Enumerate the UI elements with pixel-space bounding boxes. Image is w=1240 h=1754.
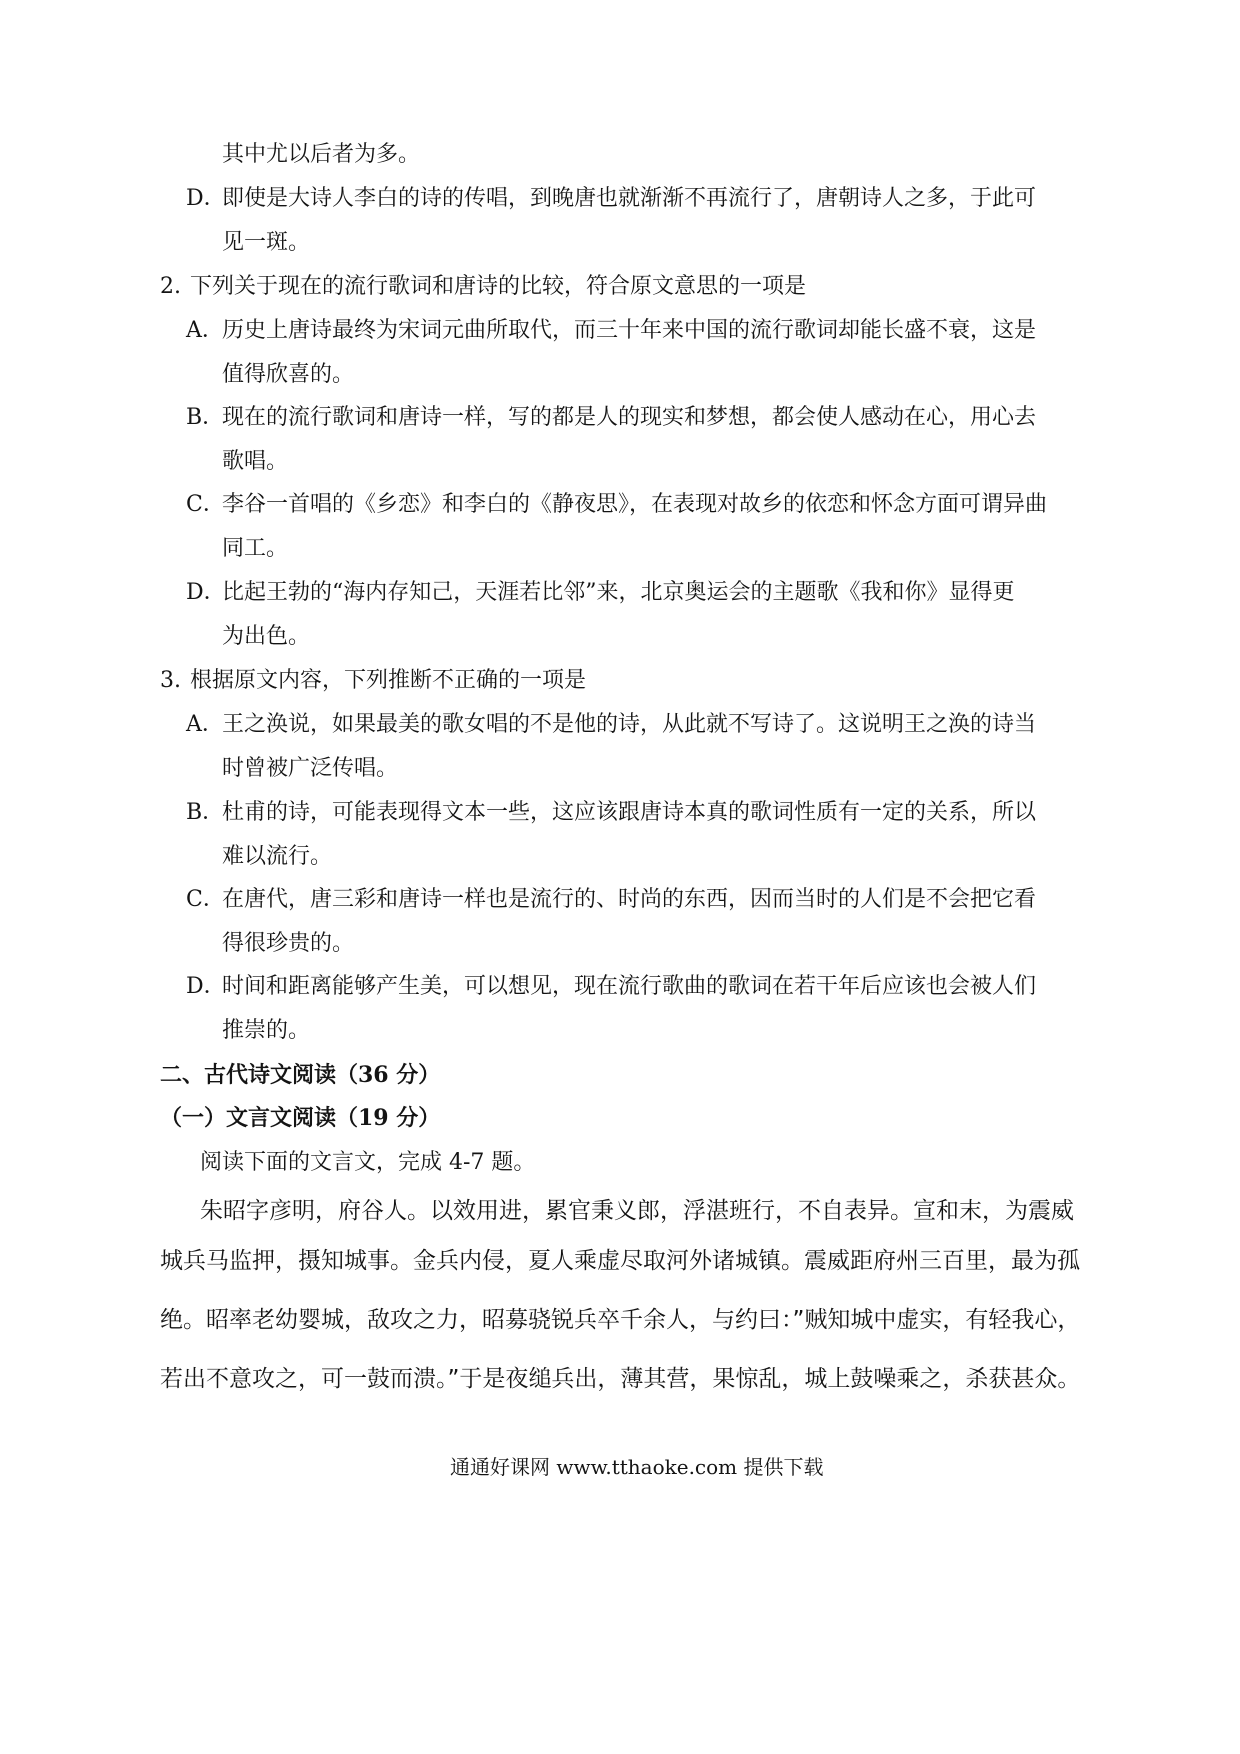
q3-option-a-line2: 时曾被广泛传唱。 <box>222 756 399 781</box>
option-text: 在唐代，唐三彩和唐诗一样也是流行的、时尚的东西，因而当时的人们是不会把它看 <box>222 887 1037 912</box>
q2-option-d-line2: 为出色。 <box>222 624 311 649</box>
section-heading: 二、古代诗文阅读（36 分） <box>160 1062 441 1088</box>
q3-option-a-line1 <box>186 710 1036 740</box>
question-stem-text: 下列关于现在的流行歌词和唐诗的比较，符合原文意思的一项是 <box>190 274 807 299</box>
option-text: 时间和距离能够产生美，可以想见，现在流行歌曲的歌词在若干年后应该也会被人们 <box>222 974 1037 999</box>
passage-line-1: 朱昭字彦明，府谷人。以效用进，累官秉义郎，浮湛班行，不自表异。宣和末，为震威 <box>200 1198 1074 1224</box>
q3-option-b-line2: 难以流行。 <box>222 844 333 869</box>
q3-option-d-line2: 推崇的。 <box>222 1018 311 1043</box>
q3-option-d-line1 <box>186 972 1036 1002</box>
sub-section-heading: （一）文言文阅读（19 分） <box>160 1105 441 1131</box>
option-label: A． <box>186 712 224 737</box>
option-label: D． <box>186 186 226 211</box>
prev-option-d-line1 <box>186 184 1036 214</box>
passage-line-3: 绝。昭率老幼婴城，敌攻之力，昭募骁锐兵卒千余人，与约曰：”贼知城中虚实，有轻我心， <box>160 1307 1081 1333</box>
q3-option-c-line2: 得很珍贵的。 <box>222 931 355 956</box>
q2-option-c-line1 <box>186 490 1047 520</box>
option-text: 即使是大诗人李白的诗的传唱，到晚唐也就渐渐不再流行了，唐朝诗人之多，于此可 <box>222 186 1037 211</box>
option-text: 比起王勃的“海内存知己，天涯若比邻”来，北京奥运会的主题歌《我和你》显得更 <box>222 580 1015 605</box>
question-3-stem <box>160 666 586 696</box>
option-label: D． <box>186 580 226 605</box>
prev-option-c-continuation: 其中尤以后者为多。 <box>222 142 421 167</box>
passage-line-4: 若出不意攻之，可一鼓而溃。”于是夜缒兵出，薄其营，果惊乱，城上鼓噪乘之，杀获甚众。 <box>160 1366 1081 1392</box>
page-footer: 通通好课网 www.tthaoke.com 提供下载 <box>450 1455 824 1479</box>
option-text: 王之涣说，如果最美的歌女唱的不是他的诗，从此就不写诗了。这说明王之涣的诗当 <box>222 712 1037 737</box>
reading-instruction: 阅读下面的文言文，完成 4-7 题。 <box>200 1150 536 1175</box>
passage-line-2: 城兵马监押，摄知城事。金兵内侵，夏人乘虚尽取河外诸城镇。震威距府州三百里，最为孤 <box>160 1248 1080 1274</box>
option-label: B． <box>186 800 225 825</box>
option-label: C． <box>186 887 225 912</box>
q2-option-a-line2: 值得欣喜的。 <box>222 362 355 387</box>
option-label: C． <box>186 492 225 517</box>
question-number: 2. <box>160 274 181 299</box>
option-text: 历史上唐诗最终为宋词元曲所取代，而三十年来中国的流行歌词却能长盛不衰，这是 <box>222 318 1037 343</box>
q2-option-a-line1 <box>186 316 1036 346</box>
question-2-stem <box>160 272 806 302</box>
option-label: D． <box>186 974 226 999</box>
question-number: 3. <box>160 668 181 693</box>
q3-option-c-line1 <box>186 885 1036 915</box>
question-stem-text: 根据原文内容，下列推断不正确的一项是 <box>190 668 587 693</box>
option-text: 杜甫的诗，可能表现得文本一些，这应该跟唐诗本真的歌词性质有一定的关系，所以 <box>222 800 1037 825</box>
q3-option-b-line1 <box>186 798 1036 828</box>
q2-option-b-line2: 歌唱。 <box>222 449 289 474</box>
option-label: B． <box>186 405 225 430</box>
q2-option-d-line1 <box>186 578 1015 608</box>
option-text: 现在的流行歌词和唐诗一样，写的都是人的现实和梦想，都会使人感动在心，用心去 <box>222 405 1037 430</box>
option-label: A． <box>186 318 224 343</box>
q2-option-b-line1 <box>186 403 1036 433</box>
prev-option-d-line2: 见一斑。 <box>222 230 311 255</box>
option-text: 李谷一首唱的《乡恋》和李白的《静夜思》，在表现对故乡的依恋和怀念方面可谓异曲 <box>222 492 1048 517</box>
q2-option-c-line2: 同工。 <box>222 536 289 561</box>
